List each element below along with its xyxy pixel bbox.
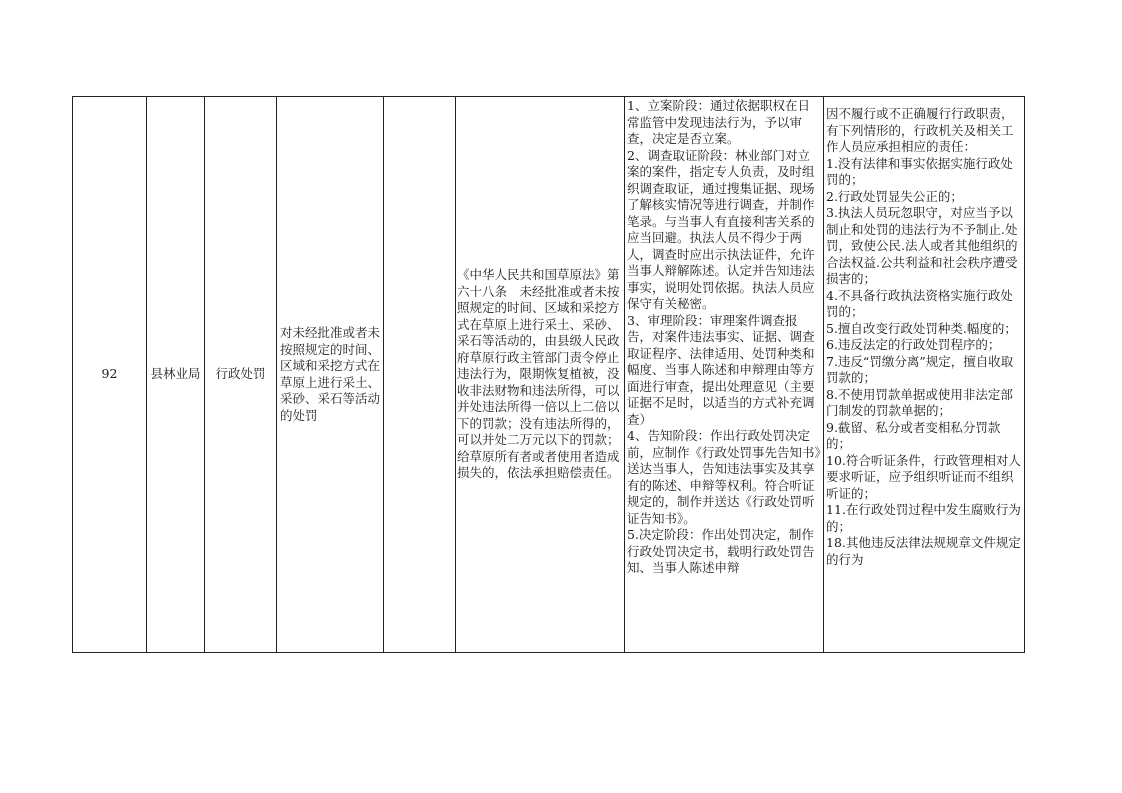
responsibility-item: 8.不使用罚款单据或使用非法定部门制发的罚款单据的； <box>826 386 1013 418</box>
responsibility-item: 2.行政处罚显失公正的； <box>826 188 963 204</box>
table-row <box>73 97 1025 653</box>
responsibility-item: 9.截留、私分或者变相私分罚款的； <box>826 419 1001 451</box>
responsibility-text <box>824 97 1024 652</box>
process-flow-text <box>625 97 823 644</box>
department-cell: 县林业局 <box>147 97 205 653</box>
flow-step: 2、调查取证阶段：林业部门对立案的案件，指定专人负责，及时组织调查取证，通过搜集证据、现场了解核实情况等进行调查，并制作笔录。与当事人有直接利害关系的应当回避。执法人员不得少于两人，调查时应出示执法证件，允许当事人辩解陈述。认定并告知违法事实，说明处罚依据。执法人员应保守有关秘密。 <box>627 147 815 311</box>
flow-step: 3、审理阶段：审理案件调查报告，对案件违法事实、证据、调查取证程序、法律适用、处罚种类和幅度、当事人陈述和申辩理由等方面进行审查，提出处理意见（主要证据不足时，以适当的方式补充调查） <box>627 312 815 427</box>
responsibility-item: 3.执法人员玩忽职守，对应当予以制止和处罚的违法行为不予制止.处罚，致使公民.法人或者其他组织的合法权益.公共利益和社会秩序遭受损害的； <box>826 205 1018 286</box>
responsibility-cell <box>824 97 1025 653</box>
flow-step: 1、立案阶段：通过依据职权在日常监管中发现违法行为，予以审查，决定是否立案。 <box>627 98 810 146</box>
row-number-cell: 92 <box>73 97 147 653</box>
flow-step: 4、告知阶段：作出行政处罚决定前，应制作《行政处罚事先告知书》送达当事人，告知违法事实及其享有的陈述、申辩等权利。符合听证规定的，制作并送达《行政处罚听证告知书》。 <box>627 428 821 526</box>
responsibility-item: 4.不具备行政执法资格实施行政处罚的； <box>826 287 1013 319</box>
responsibility-item: 1.没有法律和事实依据实施行政处罚的； <box>826 155 1013 187</box>
responsibility-list-table <box>72 96 1025 653</box>
responsibility-intro: 因不履行或不正确履行行政职责，有下列情形的，行政机关及相关工作人员应承担相应的责任： <box>826 106 1014 154</box>
responsibility-item: 5.擅自改变行政处罚种类.幅度的； <box>826 320 1017 336</box>
responsibility-item: 6.违反法定的行政处罚程序的； <box>826 337 1001 352</box>
responsibility-item: 10.符合听证条件，行政管理相对人要求听证，应予组织听证而不组织听证的； <box>826 452 1021 501</box>
empty-cell <box>384 97 456 653</box>
responsibility-item: 11.在行政处罚过程中发生腐败行为的； <box>826 502 1021 534</box>
process-flow-cell <box>625 97 824 653</box>
power-type-cell: 行政处罚 <box>205 97 277 653</box>
responsibility-item: 7.违反“罚缴分离”规定，擅自收取罚款的； <box>826 353 1014 385</box>
flow-step: 5.决定阶段：作出处罚决定，制作行政处罚决定书，载明行政处罚告知、当事人陈述申辩 <box>627 527 815 575</box>
legal-basis-cell: 《中华人民共和国草原法》第六十八条 未经批准或者未按照规定的时间、区域和采挖方式在草原上进行采土、采砂、采石等活动的，由县级人民政府草原行政主管部门责令停止违法行为，限期恢复植被，没收非法财物和违法所得，可以并处违法所得一倍以上二倍以下的罚款；没有违法所得的，可以并处二万元以下的罚款；给草原所有者或者使用者造成损失的，依法承担赔偿责任。 <box>456 97 625 653</box>
responsibility-item: 18.其他违反法律法规规章文件规定的行为 <box>826 535 1021 567</box>
item-name-cell: 对未经批准或者未按照规定的时间、区域和采挖方式在草原上进行采土、采砂、采石等活动的处罚 <box>277 97 384 653</box>
